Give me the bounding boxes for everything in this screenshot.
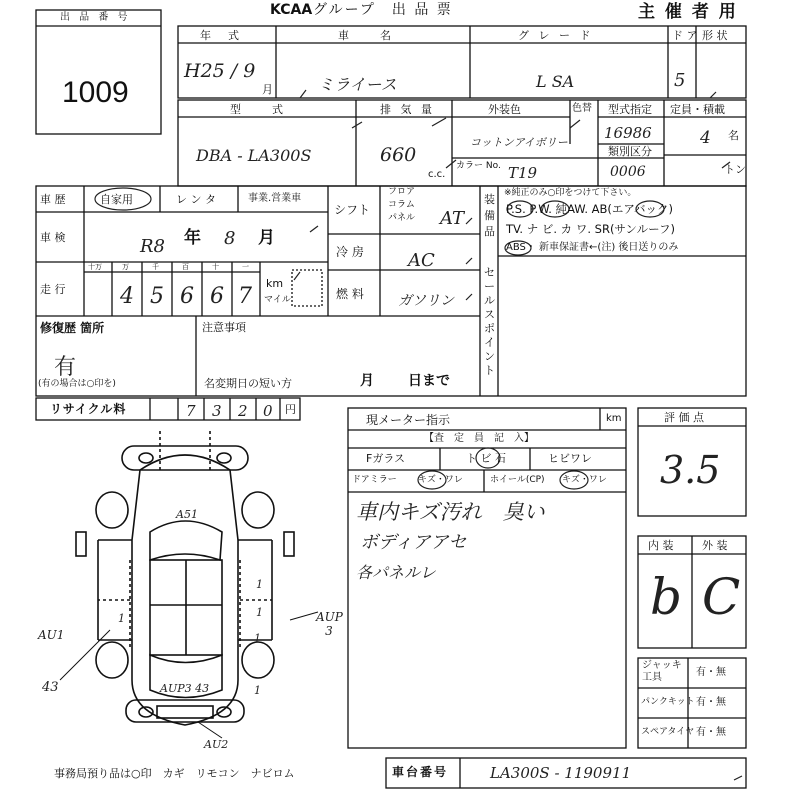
score-label: 評 価 点 — [664, 411, 704, 424]
color-change-label: 色替 — [572, 103, 592, 114]
spare-tire-label: スペアタイヤ — [641, 727, 695, 737]
color-no-value: T19 — [508, 164, 538, 182]
remark-1: 車内キズ汚れ 臭い — [356, 500, 545, 524]
digit-label-1: 一 — [242, 263, 249, 271]
interior-value: b — [650, 568, 683, 626]
door-mirror-state: キズ・ワレ — [418, 475, 463, 485]
office-items-label: 事務局預り品は○印 カギ リモコン ナビロム — [54, 767, 295, 780]
body-type-label: 形 状 — [702, 29, 728, 42]
persons-unit: 名 — [728, 129, 739, 142]
history-label: 車 歴 — [40, 193, 66, 206]
yen-unit: 円 — [285, 403, 296, 416]
score-value: 3.5 — [660, 448, 721, 492]
fuel-label: 燃 料 — [336, 287, 364, 301]
ac-value: AC — [408, 250, 435, 271]
diagram-mark-aup3-43: AUP3 43 — [160, 682, 210, 695]
diagram-mark-aup3: AUP 3 — [316, 610, 343, 638]
exterior-color-label: 外装色 — [488, 103, 521, 116]
remark-3: 各パネルレ — [356, 563, 436, 582]
year-value: H25 / 9 — [184, 60, 256, 82]
shift-value: AT — [440, 208, 465, 229]
recycle-digit-4: 3 — [212, 402, 222, 420]
car-name-value: ミライース — [318, 75, 397, 94]
digit-label-1k: 千 — [152, 263, 159, 271]
remark-2: ボディアアセ — [360, 532, 467, 553]
meter-km-unit: km — [606, 413, 622, 424]
displacement-label: 排 気 量 — [380, 103, 435, 116]
diagram-mark-au2: AU2 — [204, 738, 229, 751]
notes-label: 注意事項 — [202, 321, 246, 334]
repair-note: (有の場合は○印を) — [38, 379, 116, 389]
capacity-value: 4 — [700, 128, 711, 148]
doors-value: 5 — [674, 70, 686, 91]
organizer-label: 主 催 者 用 — [638, 2, 738, 22]
chassis-value: LA300S - 1190911 — [490, 764, 632, 782]
diagram-mark-1a: 1 — [256, 578, 263, 591]
km-unit: km — [266, 277, 284, 290]
recycle-label: リサイクル料 — [50, 402, 127, 416]
sales-points-label: セールスポイント — [484, 266, 495, 377]
form-title: グループ 出 品 票 — [313, 2, 453, 18]
doors-label: ド ア — [672, 29, 698, 42]
digit-label-10: 十 — [212, 263, 219, 271]
mileage-digit-100: 6 — [180, 284, 194, 309]
puncture-kit-label: パンクキット — [641, 697, 695, 707]
repair-value: 有 — [54, 355, 77, 380]
model-value: DBA - LA300S — [196, 146, 312, 165]
wheel-label: ホイール(CP) — [490, 475, 545, 485]
inspection-year-unit: 年 — [184, 228, 201, 248]
recycle-digit-6: 0 — [263, 402, 273, 420]
recycle-digit-5: 2 — [238, 402, 248, 420]
year-label: 年 式 — [200, 29, 242, 42]
spare-tire-avail: 有・無 — [696, 727, 726, 738]
interior-label: 内 装 — [648, 539, 674, 552]
crack-label: ヒビワレ — [548, 452, 592, 465]
diagram-mark-1e: 1 — [254, 684, 261, 697]
history-business: 事業.営業車 — [248, 193, 302, 204]
history-private: 自家用 — [100, 193, 133, 206]
exterior-color-value: コットンアイボリー — [470, 136, 568, 149]
diagram-mark-1d: 1 — [254, 632, 261, 645]
equipment-row-1: P.S. P.W. 純AW. AB(エアバック) — [506, 202, 673, 216]
tons-unit: トン — [724, 163, 746, 176]
brand-logo: KCAA — [270, 2, 313, 18]
shift-floor: フロア — [388, 187, 416, 197]
diagram-mark-1b: 1 — [256, 606, 263, 619]
equipment-row-3: ABS・ 新車保証書←(注) 後日送りのみ — [506, 242, 679, 253]
name-change-month: 月 — [360, 373, 374, 389]
capacity-label: 定員・積載 — [670, 103, 725, 116]
door-mirror-label: ドアミラー — [352, 475, 397, 485]
history-rental: レ ン タ — [176, 193, 216, 206]
digit-label-10k: 万 — [122, 263, 129, 271]
category-label: 類別区分 — [608, 145, 652, 158]
lot-number: 1009 — [62, 76, 129, 109]
diagram-mark-1c: 1 — [118, 612, 125, 625]
mileage-digit-10k: 4 — [120, 284, 134, 309]
jack-avail: 有・無 — [696, 667, 726, 678]
diagram-mark-au1: AU1 — [38, 628, 65, 642]
car-name-label: 車 名 — [338, 29, 394, 42]
mileage-label: 走 行 — [40, 283, 66, 296]
recycle-digit-3: 7 — [186, 402, 196, 420]
type-designation-value: 16986 — [604, 124, 652, 142]
grade-label: グ レ ー ド — [518, 29, 594, 42]
chassis-label: 車台番号 — [392, 765, 449, 779]
wheel-state: キズ・ワレ — [562, 475, 607, 485]
cc-unit: c.c. — [428, 169, 446, 180]
exterior-value: C — [702, 568, 741, 626]
glass-label: Fガラス — [366, 452, 405, 465]
equipment-note: ※純正のみ○印をつけて下さい。 — [504, 188, 637, 198]
mileage-digit-10: 6 — [210, 284, 224, 309]
inspection-month-unit: 月 — [258, 228, 275, 248]
fuel-value: ガソリン — [398, 293, 454, 309]
shift-label: シフト — [334, 203, 371, 217]
inspector-label: 【査 定 員 記 入】 — [424, 433, 534, 444]
lot-number-label: 出 品 番 号 — [60, 12, 131, 23]
ac-label: 冷 房 — [336, 245, 364, 259]
digit-label-100: 百 — [182, 263, 189, 271]
chip-label: ト ビ 石 — [466, 452, 506, 465]
shift-panel: パネル — [388, 213, 416, 223]
digit-label-100k: 十万 — [88, 263, 102, 271]
grade-value: L SA — [536, 72, 575, 91]
inspection-label: 車 検 — [40, 231, 66, 244]
repair-label: 修復歴 箇所 — [40, 321, 105, 335]
equipment-row-2: TV. ナ ビ. カ ワ. SR(サンルーフ) — [506, 222, 675, 236]
type-designation-label: 型式指定 — [608, 103, 652, 116]
mileage-digit-1: 7 — [238, 284, 252, 309]
meter-label: 現メーター指示 — [366, 413, 451, 427]
equipment-label: 装 備 品 — [484, 193, 495, 238]
diagram-mark-43: 43 — [42, 680, 59, 695]
diagram-mark-a51: A51 — [176, 508, 198, 521]
mile-unit: マイル — [264, 295, 291, 305]
category-value: 0006 — [610, 164, 646, 180]
mileage-digit-1k: 5 — [150, 284, 164, 309]
name-change-label: 名変期日の短い方 — [204, 377, 292, 390]
displacement-value: 660 — [380, 144, 417, 166]
puncture-kit-avail: 有・無 — [696, 697, 726, 708]
model-label: 型 式 — [230, 103, 286, 116]
inspection-month-value: 8 — [224, 228, 236, 249]
shift-column: コラム — [388, 200, 415, 210]
color-no-label: カラー No. — [456, 161, 501, 171]
year-month-unit: 月 — [262, 83, 273, 96]
jack-label: ジャッキ 工具 — [642, 660, 682, 683]
inspection-year-value: R8 — [140, 236, 166, 257]
exterior-label: 外 装 — [702, 539, 728, 552]
name-change-day: 日まで — [408, 373, 450, 389]
